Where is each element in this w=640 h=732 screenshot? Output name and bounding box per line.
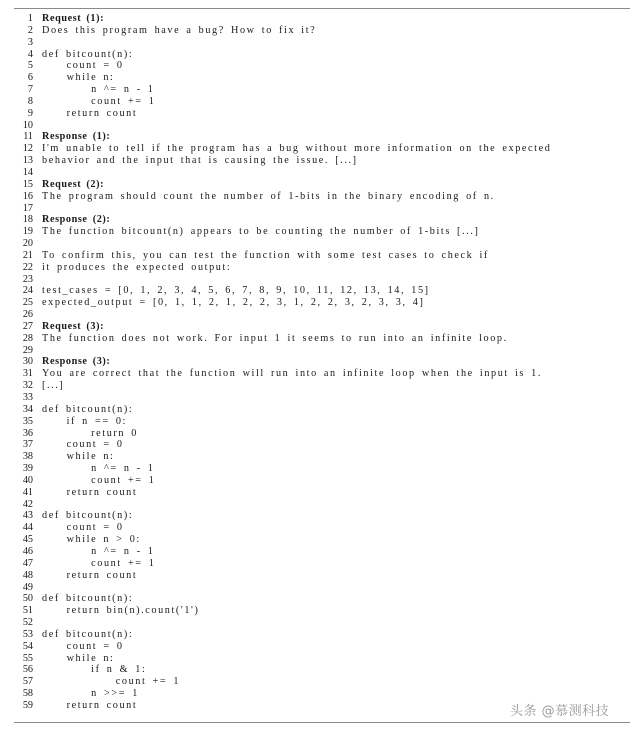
- listing-line: [14, 203, 630, 215]
- section-heading: Response (1):: [42, 131, 111, 143]
- line-text: count = 0: [42, 522, 124, 534]
- line-number: 41: [22, 486, 33, 498]
- listing-line: [14, 321, 630, 333]
- line-text: To confirm this, you can test the function with some test cases to check if: [42, 249, 489, 261]
- line-text: while n:: [42, 451, 115, 463]
- line-text: return count: [42, 569, 138, 581]
- line-text: n >>= 1: [42, 688, 139, 700]
- line-text: return count: [42, 699, 138, 711]
- line-number: 20: [22, 238, 33, 250]
- line-number: 30: [22, 356, 33, 368]
- section-heading: Request (1):: [42, 13, 105, 24]
- line-number: 44: [22, 522, 33, 534]
- listing-line: [14, 49, 630, 61]
- section-heading: Response (2):: [42, 214, 111, 226]
- line-number: 49: [22, 581, 33, 593]
- line-text: behavior and the input that is causing the issue. [...]: [42, 155, 358, 167]
- line-number: 18: [22, 214, 33, 226]
- line-number: 46: [22, 545, 33, 557]
- listing-line: [14, 84, 630, 96]
- line-number: 39: [22, 463, 33, 475]
- listing-line: [14, 191, 630, 203]
- line-number: 22: [22, 261, 33, 273]
- listing-line: [14, 416, 630, 428]
- section-heading: Request (3):: [42, 320, 105, 332]
- listing-line: [14, 285, 630, 297]
- line-number: 53: [22, 628, 33, 640]
- line-number: 7: [27, 84, 33, 96]
- line-number: 25: [22, 297, 33, 309]
- line-number: 21: [22, 249, 33, 261]
- listing-line: [14, 475, 630, 487]
- line-number: 35: [22, 415, 33, 427]
- listing-line: [14, 404, 630, 416]
- listing-line: [14, 380, 630, 392]
- line-text: def bitcount(n):: [42, 628, 134, 640]
- line-number: 42: [22, 498, 33, 510]
- line-number: 37: [22, 439, 33, 451]
- line-number: 4: [27, 48, 33, 60]
- listing-line: [14, 688, 630, 700]
- line-text: while n:: [42, 72, 115, 84]
- line-text: return bin(n).count('1'): [42, 605, 200, 617]
- line-number: 32: [22, 380, 33, 392]
- line-text: return 0: [42, 427, 138, 439]
- line-text: You are correct that the function will run into an infinite loop when the input is 1.: [42, 368, 542, 380]
- line-number: 58: [22, 688, 33, 700]
- listing-line: [14, 214, 630, 226]
- line-text: while n > 0:: [42, 534, 141, 546]
- line-text: it produces the expected output:: [42, 261, 232, 273]
- listing-line: [14, 629, 630, 641]
- listing-line: [14, 108, 630, 120]
- listing-line: [14, 309, 630, 321]
- line-text: return count: [42, 486, 138, 498]
- line-text: while n:: [42, 652, 115, 664]
- line-text: def bitcount(n):: [42, 593, 134, 605]
- line-number: 11: [23, 131, 33, 143]
- line-number: 17: [22, 202, 33, 214]
- listing-line: [14, 262, 630, 274]
- listing-line: [14, 605, 630, 617]
- line-text: count += 1: [42, 474, 156, 486]
- listing-line: [14, 570, 630, 582]
- listing-line: [14, 463, 630, 475]
- line-text: The program should count the number of 1-bits in the binary encoding of n.: [42, 190, 495, 202]
- line-number: 57: [22, 676, 33, 688]
- line-text: test_cases = [0, 1, 2, 3, 4, 5, 6, 7, 8, 9, 10, 11, 12, 13, 14, 15]: [42, 285, 430, 297]
- listing-line: [14, 428, 630, 440]
- line-number: 27: [22, 320, 33, 332]
- line-number: 40: [22, 474, 33, 486]
- line-text: The function bitcount(n) appears to be counting the number of 1-bits [...]: [42, 226, 480, 238]
- listing-line: [14, 155, 630, 167]
- line-text: count = 0: [42, 640, 124, 652]
- line-text: [...]: [42, 380, 65, 392]
- line-number: 54: [22, 640, 33, 652]
- listing-line: [14, 72, 630, 84]
- listing-line: [14, 368, 630, 380]
- line-text: def bitcount(n):: [42, 510, 134, 522]
- line-text: return count: [42, 107, 138, 119]
- bottom-rule: [14, 722, 630, 723]
- line-number: 9: [27, 107, 33, 119]
- listing-line: [14, 143, 630, 155]
- listing-line: [14, 226, 630, 238]
- line-number: 52: [22, 617, 33, 629]
- line-number: 5: [27, 60, 33, 72]
- listing-line: [14, 167, 630, 179]
- line-number: 24: [22, 285, 33, 297]
- line-number: 10: [22, 119, 33, 131]
- line-number: 16: [22, 190, 33, 202]
- listing-line: [14, 641, 630, 653]
- line-text: count += 1: [42, 95, 156, 107]
- listing-line: [14, 499, 630, 511]
- line-number: 15: [22, 178, 33, 190]
- line-number: 31: [22, 368, 33, 380]
- line-number: 29: [22, 344, 33, 356]
- listing-line: [14, 60, 630, 72]
- line-text: n ^= n - 1: [42, 463, 155, 475]
- line-text: expected_output = [0, 1, 1, 2, 1, 2, 2, 3, 1, 2, 2, 3, 2, 3, 3, 4]: [42, 297, 425, 309]
- line-number: 12: [22, 143, 33, 155]
- line-text: n ^= n - 1: [42, 84, 155, 96]
- line-number: 43: [22, 510, 33, 522]
- line-number: 13: [22, 155, 33, 167]
- line-number: 48: [22, 569, 33, 581]
- line-number: 45: [22, 534, 33, 546]
- listing-line: [14, 546, 630, 558]
- listing-line: [14, 392, 630, 404]
- listing-line: [14, 439, 630, 451]
- line-number: 50: [22, 593, 33, 605]
- section-heading: Request (2):: [42, 178, 105, 190]
- listing-line: [14, 13, 630, 25]
- line-text: count += 1: [42, 676, 181, 688]
- listing-line: [14, 37, 630, 49]
- line-number: 14: [22, 166, 33, 178]
- line-number: 51: [22, 605, 33, 617]
- top-rule: [14, 8, 630, 9]
- listing-line: [14, 676, 630, 688]
- line-text: def bitcount(n):: [42, 48, 134, 60]
- line-number: 59: [22, 699, 33, 711]
- line-number: 55: [22, 652, 33, 664]
- line-text: I'm unable to tell if the program has a bug without more information on the expected: [42, 143, 552, 155]
- listing-line: [14, 617, 630, 629]
- line-text: def bitcount(n):: [42, 403, 134, 415]
- line-text: The function does not work. For input 1 it seems to run into an infinite loop.: [42, 332, 508, 344]
- listing-line: [14, 451, 630, 463]
- listing-line: [14, 558, 630, 570]
- listing-line: [14, 345, 630, 357]
- line-text: count += 1: [42, 557, 156, 569]
- listing-line: [14, 120, 630, 132]
- line-number: 6: [27, 72, 33, 84]
- line-number: 2: [27, 24, 33, 36]
- line-number: 56: [22, 664, 33, 676]
- line-text: count = 0: [42, 60, 124, 72]
- line-number: 1: [27, 13, 33, 24]
- listing-line: [14, 333, 630, 345]
- listing-line: [14, 522, 630, 534]
- listing-line: [14, 356, 630, 368]
- line-number: 47: [22, 557, 33, 569]
- listing-line: [14, 179, 630, 191]
- line-number: 38: [22, 451, 33, 463]
- code-listing: [14, 13, 630, 712]
- line-text: if n & 1:: [42, 664, 147, 676]
- listing-line: [14, 25, 630, 37]
- listing-line: [14, 653, 630, 665]
- line-number: 36: [22, 427, 33, 439]
- listing-line: [14, 274, 630, 286]
- listing-line: [14, 250, 630, 262]
- line-text: if n == 0:: [42, 415, 127, 427]
- line-number: 23: [22, 273, 33, 285]
- listing-line: [14, 510, 630, 522]
- line-number: 28: [22, 332, 33, 344]
- listing-line: [14, 487, 630, 499]
- listing-line: [14, 96, 630, 108]
- listing-line: [14, 131, 630, 143]
- listing-line: [14, 664, 630, 676]
- section-heading: Response (3):: [42, 356, 111, 368]
- line-number: 26: [22, 309, 33, 321]
- line-text: Does this program have a bug? How to fix it?: [42, 24, 317, 36]
- listing-line: [14, 582, 630, 594]
- line-number: 8: [27, 95, 33, 107]
- listing-line: [14, 238, 630, 250]
- listing-line: [14, 593, 630, 605]
- listing-line: [14, 534, 630, 546]
- watermark-text: 头条 @慕测科技: [510, 704, 610, 719]
- line-text: n ^= n - 1: [42, 545, 155, 557]
- line-number: 33: [22, 392, 33, 403]
- line-number: 34: [22, 403, 33, 415]
- line-number: 3: [27, 36, 33, 48]
- line-text: count = 0: [42, 439, 124, 451]
- listing-line: [14, 297, 630, 309]
- line-number: 19: [22, 226, 33, 238]
